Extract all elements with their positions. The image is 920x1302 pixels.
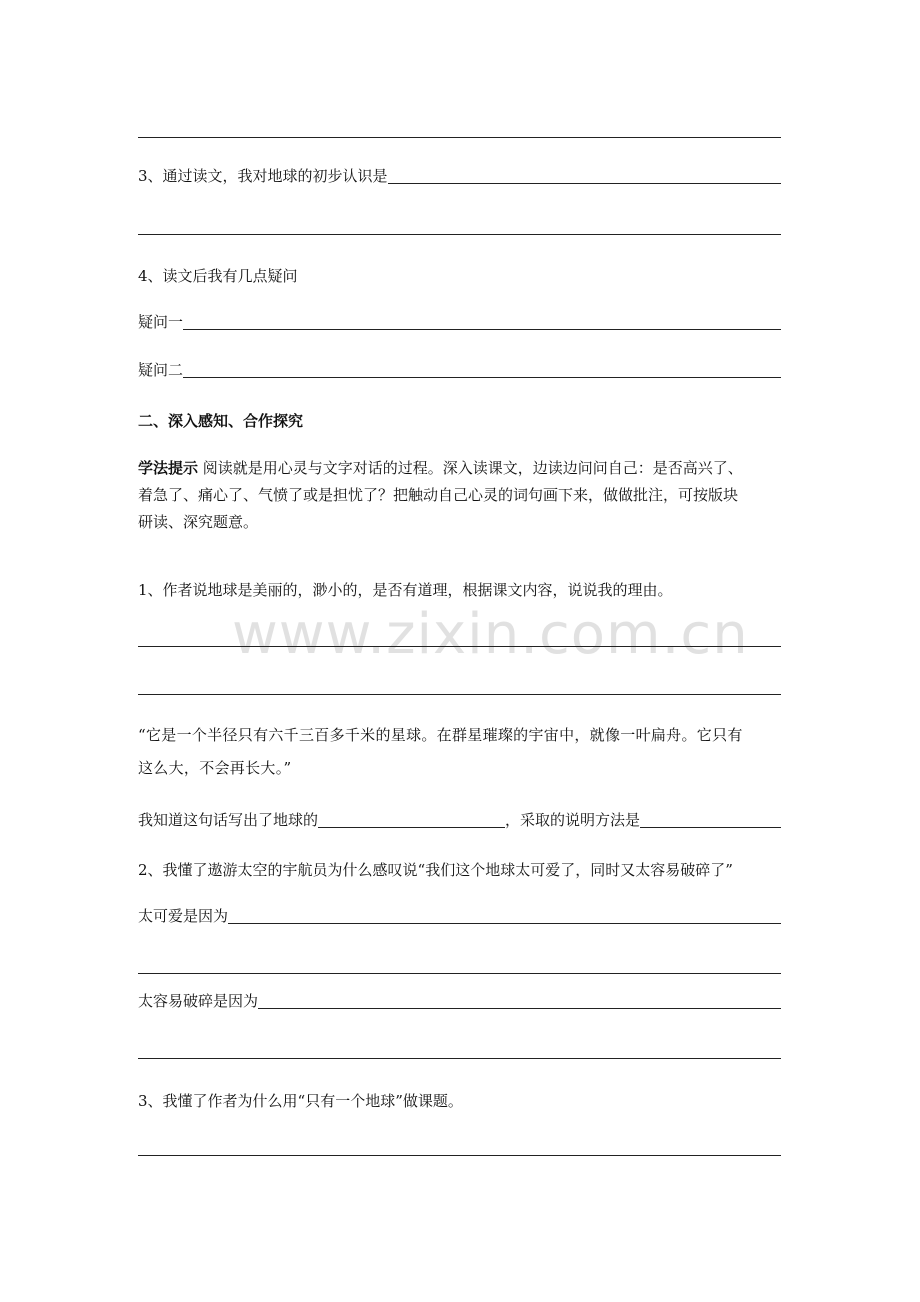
doubt-2-row — [138, 358, 781, 380]
study-tip-line-3: 研读、深究题意。 — [138, 513, 259, 531]
quote-line-1: “它是一个半径只有六千三百多千米的星球。在群星璀璨的宇宙中，就像一叶扁舟。它只有 — [138, 726, 743, 744]
fragile-blank[interactable] — [258, 990, 781, 1009]
watermark: www.zixin.com.cn — [232, 602, 749, 667]
answer-line[interactable] — [138, 234, 781, 235]
section-2-title: 二、深入感知、合作探究 — [138, 412, 304, 430]
question-4-label: 4、读文后我有几点疑问 — [138, 267, 298, 285]
lovely-row — [138, 904, 781, 926]
answer-line[interactable] — [138, 973, 781, 974]
answer-line[interactable] — [138, 137, 781, 138]
question-3-label: 3、通过读文，我对地球的初步认识是 — [138, 167, 388, 185]
question-3-row — [138, 164, 781, 186]
quote-line-2: 这么大，不会再长大。” — [138, 759, 292, 777]
doubt-1-blank[interactable] — [183, 311, 781, 330]
know-prefix: 我知道这句话写出了地球的 — [138, 811, 319, 829]
answer-line[interactable] — [138, 694, 781, 695]
study-tip — [138, 455, 783, 536]
answer-blank[interactable] — [388, 165, 781, 184]
know-middle: ，采取的说明方法是 — [505, 811, 641, 829]
question-p1-label: 1、作者说地球是美丽的，渺小的，是否有道理，根据课文内容，说说我的理由。 — [138, 581, 673, 599]
answer-line[interactable] — [138, 1058, 781, 1059]
study-tip-line-2: 着急了、痛心了、气愤了或是担忧了？把触动自己心灵的词句画下来，做做批注，可按版块 — [138, 486, 739, 504]
method-blank[interactable] — [640, 809, 781, 828]
lovely-blank[interactable] — [228, 905, 781, 924]
fragile-label: 太容易破碎是因为 — [138, 992, 259, 1010]
doubt-2-label: 疑问二 — [138, 361, 184, 379]
lovely-label: 太可爱是因为 — [138, 907, 229, 925]
fragile-row — [138, 989, 781, 1011]
study-tip-text-1: 阅读就是用心灵与文字对话的过程。深入读课文，边读边问问自己：是否高兴了、 — [198, 459, 743, 477]
quote-block — [138, 719, 783, 785]
answer-line[interactable] — [138, 646, 781, 647]
study-tip-line-1 — [138, 455, 783, 482]
doubt-1-label: 疑问一 — [138, 313, 184, 331]
question-p3-label: 3、我懂了作者为什么用“只有一个地球”做课题。 — [138, 1092, 463, 1110]
doubt-1-row — [138, 310, 781, 332]
study-tip-label: 学法提示 — [138, 459, 199, 477]
know-row — [138, 808, 781, 830]
feature-blank[interactable] — [318, 811, 505, 828]
answer-line[interactable] — [138, 1155, 781, 1156]
question-p2-label: 2、我懂了遨游太空的宇航员为什么感叹说“我们这个地球太可爱了，同时又太容易破碎了” — [138, 861, 733, 879]
doubt-2-blank[interactable] — [183, 359, 781, 378]
